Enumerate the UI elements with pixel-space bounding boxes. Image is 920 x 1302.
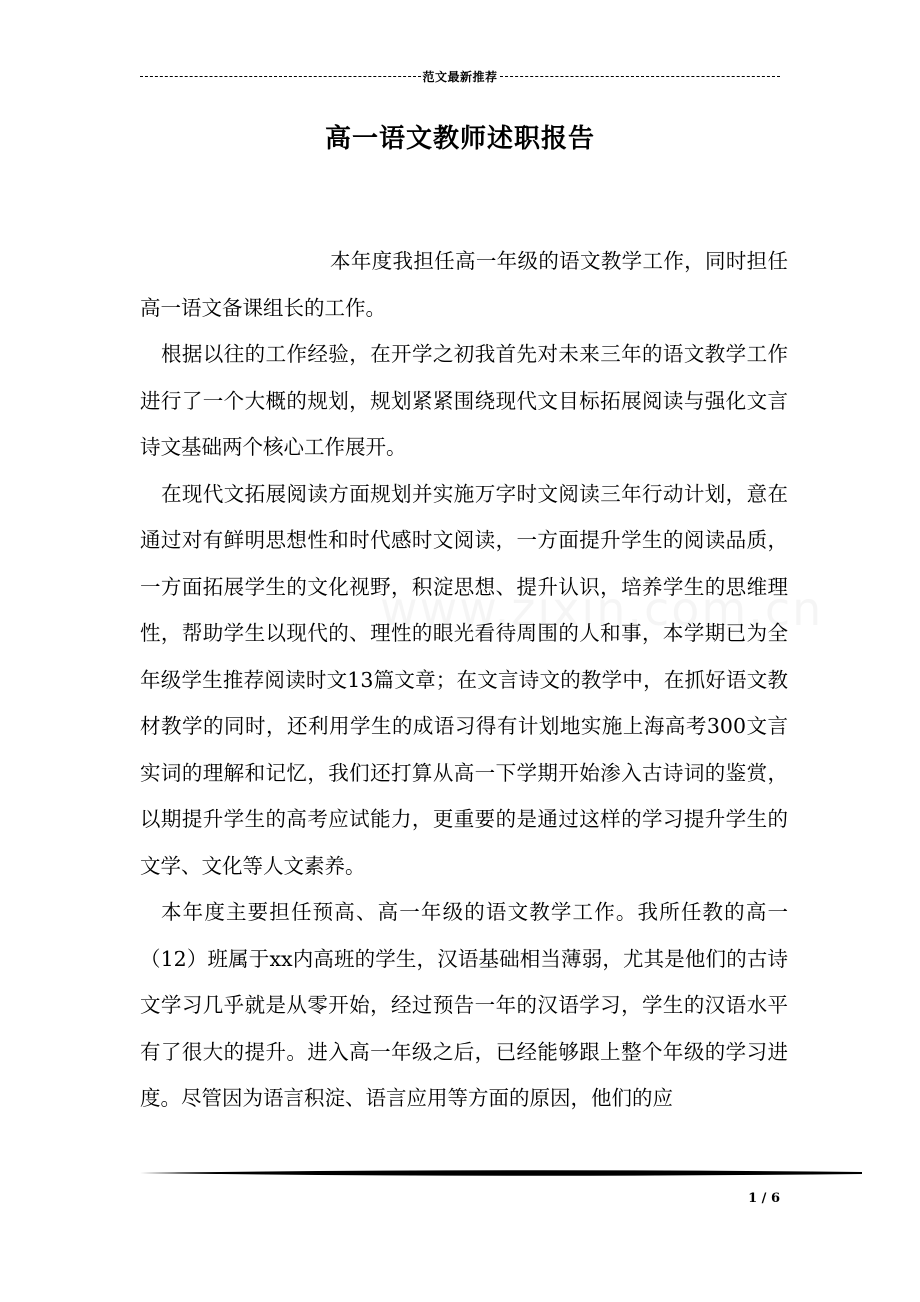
page-header xyxy=(140,66,780,86)
document-title: 高一语文教师述职报告 xyxy=(324,124,595,154)
paragraph-2: 根据以往的工作经验，在开学之初我首先对未来三年的语文教学工作进行了一个大概的规划，规划紧紧围绕现代文目标拓展阅读与强化文言诗文基础两个核心工作展开。 xyxy=(140,342,788,459)
header-dash-right xyxy=(500,76,780,77)
page-number: 1 / 6 xyxy=(748,1191,780,1206)
document-body xyxy=(140,238,788,1122)
header-label: 范文最新推荐 xyxy=(422,69,498,84)
paragraph-4: 本年度主要担任预高、高一年级的语文教学工作。我所任教的高一（12）班属于xx内高班的学生，汉语基础相当薄弱，尤其是他们的古诗文学习几乎就是从零开始，经过预告一年的汉语学习，学生的汉语水平有了很大的提升。进入高一年级之后，已经能够跟上整个年级的学习进度。尽管因为语言积淀、语言应用等方面的原因，他们的应 xyxy=(140,900,788,1110)
header-dash-left xyxy=(140,76,421,77)
footer-rule xyxy=(140,1168,862,1178)
paragraph-1: 本年度我担任高一年级的语文教学工作，同时担任高一语文备课组长的工作。 xyxy=(140,249,788,320)
paragraph-3: 在现代文拓展阅读方面规划并实施万字时文阅读三年行动计划，意在通过对有鲜明思想性和时代感时文阅读，一方面提升学生的阅读品质，一方面拓展学生的文化视野，积淀思想、提升认识，培养学生的思维理性，帮助学生以现代的、理性的眼光看待周围的人和事，本学期已为全年级学生推荐阅读时文13篇文章；在文言诗文的教学中，在抓好语文教材教学的同时，还利用学生的成语习得有计划地实施上海高考300文言实词的理解和记忆，我们还打算从高一下学期开始渗入古诗词的鉴赏，以期提升学生的高考应试能力，更重要的是通过这样的学习提升学生的文学、文化等人文素养。 xyxy=(140,481,788,878)
